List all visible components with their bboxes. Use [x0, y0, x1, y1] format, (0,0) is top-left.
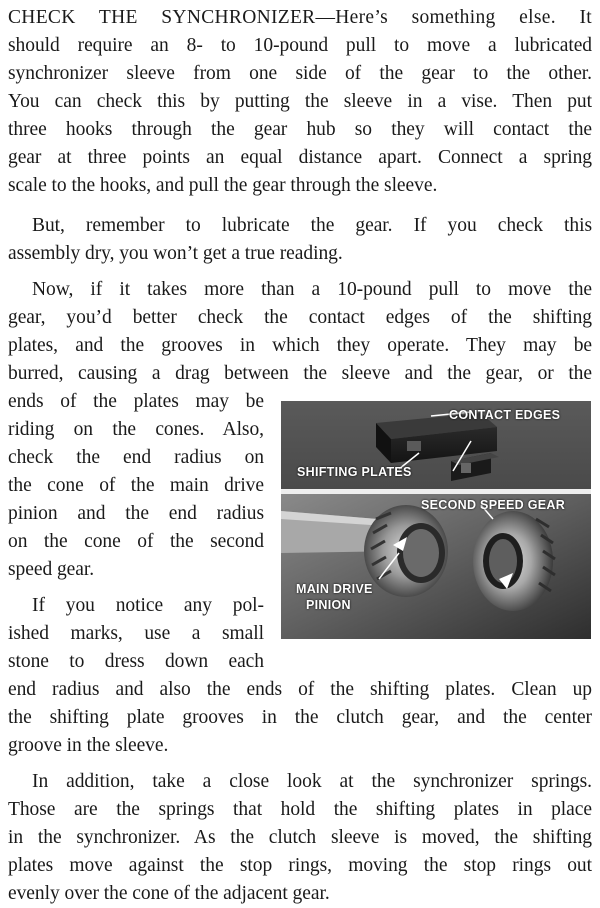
paragraph-5-line-4: plates move against the stop rings, moving the stop rings out — [8, 855, 592, 876]
paragraph-3-line-8: the cone of the main drive — [8, 475, 264, 496]
paragraph-3-line-7: check the end radius on — [8, 447, 264, 468]
label-contact-edges: CONTACT EDGES — [449, 408, 561, 422]
panel-divider — [281, 489, 591, 494]
paragraph-5-line-2: Those are the springs that hold the shifting plates in place — [8, 799, 592, 820]
paragraph-1-line-6: gear at three points an equal distance apart. Connect a spring — [8, 147, 592, 168]
label-main-drive-pinion-line-1: MAIN DRIVE — [296, 582, 373, 596]
paragraph-1-line-4: You can check this by putting the sleeve in a vise. Then put — [8, 91, 592, 112]
paragraph-3-line-10: on the cone of the second — [8, 531, 264, 552]
paragraph-3-line-11: speed gear. — [8, 559, 95, 580]
label-shifting-plates: SHIFTING PLATES — [297, 465, 412, 479]
paragraph-4-line-1: If you notice any pol- — [32, 595, 264, 616]
main-drive-pinion-gear — [364, 505, 448, 597]
paragraph-1-line-5: three hooks through the gear hub so they will contact the — [8, 119, 592, 140]
paragraph-1-line-3: synchronizer sleeve from one side of the gear to the other. — [8, 63, 592, 84]
paragraph-2-line-2: assembly dry, you won’t get a true reading. — [8, 243, 343, 264]
paragraph-3-line-9: pinion and the end radius — [8, 503, 264, 524]
label-main-drive-pinion-line-2: PINION — [306, 598, 351, 612]
paragraph-3-line-4: burred, causing a drag between the sleeve and the gear, or the — [8, 363, 592, 384]
paragraph-4-line-4: end radius and also the ends of the shifting plates. Clean up — [8, 679, 592, 700]
paragraph-4-line-2: ished marks, use a small — [8, 623, 264, 644]
paragraph-4-line-5: the shifting plate grooves in the clutch gear, and the center — [8, 707, 592, 728]
paragraph-5-line-5: evenly over the cone of the adjacent gear. — [8, 883, 330, 904]
paragraph-2-line-1: But, remember to lubricate the gear. If you check this — [32, 215, 592, 236]
paragraph-3-line-3: plates, and the grooves in which they operate. They may be — [8, 335, 592, 356]
paragraph-1-line-1: CHECK THE SYNCHRONIZER—Here’s something else. It — [8, 7, 592, 28]
paragraph-5-line-1: In addition, take a close look at the synchronizer springs. — [32, 771, 592, 792]
paragraph-4-line-3: stone to dress down each — [8, 651, 264, 672]
paragraph-3-line-1: Now, if it takes more than a 10-pound pull to move the — [32, 279, 592, 300]
paragraph-1-line-7: scale to the hooks, and pull the gear through the sleeve. — [8, 175, 438, 196]
paragraph-3-line-2: gear, you’d better check the contact edges of the shifting — [8, 307, 592, 328]
paragraph-1-line-2: should require an 8- to 10-pound pull to move a lubricated — [8, 35, 592, 56]
paragraph-5-line-3: in the synchronizer. As the clutch sleeve is moved, the shifting — [8, 827, 592, 848]
paragraph-3-line-5: ends of the plates may be — [8, 391, 264, 412]
label-second-speed-gear: SECOND SPEED GEAR — [421, 498, 566, 512]
paragraph-3-line-6: riding on the cones. Also, — [8, 419, 264, 440]
synchronizer-photo — [281, 401, 591, 639]
paragraph-4-line-6: groove in the sleeve. — [8, 735, 169, 756]
